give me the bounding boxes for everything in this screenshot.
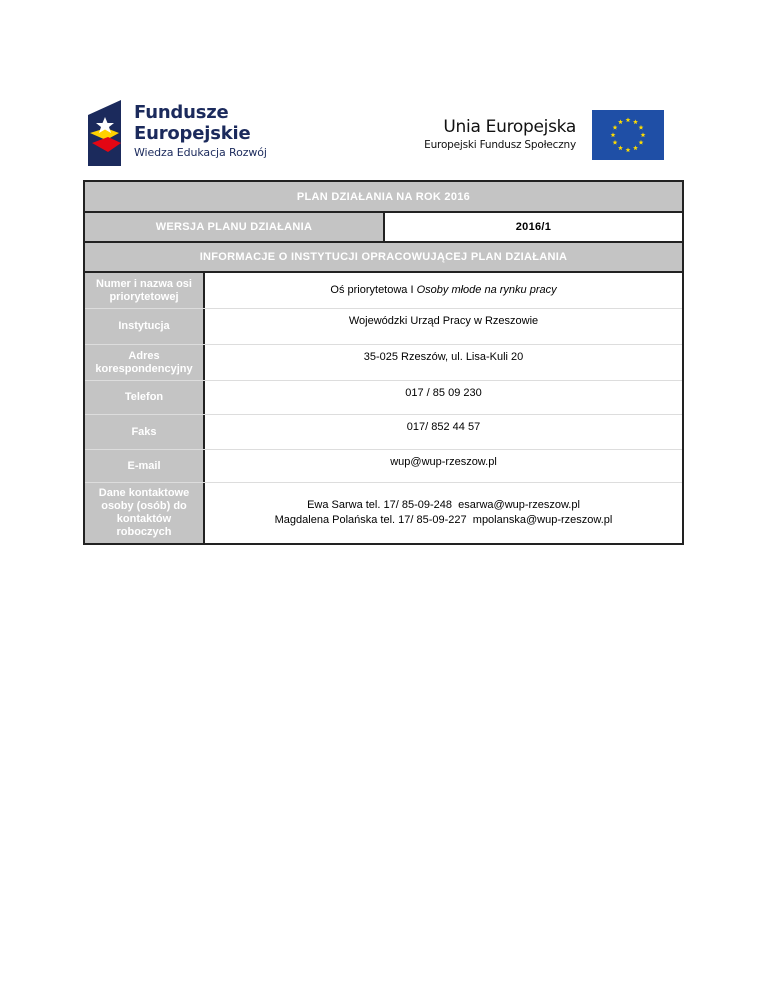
axis-text: Oś priorytetowa I xyxy=(330,284,417,296)
row-label-email: E-mail xyxy=(85,450,205,482)
unia-text xyxy=(424,116,576,152)
version-label: WERSJA PLANU DZIAŁANIA xyxy=(85,213,385,241)
row-label-axis: Numer i nazwa osi priorytetowej xyxy=(85,273,205,308)
fundusze-tagline: Wiedza Edukacja Rozwój xyxy=(134,146,267,159)
table-row xyxy=(85,309,682,345)
fundusze-europejskie-logo xyxy=(88,100,278,166)
table-row xyxy=(85,415,682,450)
fundusze-line2: Europejskie xyxy=(134,123,251,144)
version-value: 2016/1 xyxy=(385,213,682,241)
row-label-phone: Telefon xyxy=(85,381,205,414)
info-header-row xyxy=(85,243,682,273)
row-value-phone: 017 / 85 09 230 xyxy=(205,381,682,414)
table-title: PLAN DZIAŁANIA NA ROK 2016 xyxy=(85,182,682,211)
fundusze-line1: Fundusze xyxy=(134,102,229,123)
axis-italic-text: Osoby młode na rynku pracy xyxy=(416,284,557,296)
table-row xyxy=(85,450,682,483)
fe-star-icon xyxy=(88,100,134,166)
table-row xyxy=(85,483,682,543)
row-value-institution: Wojewódzki Urząd Pracy w Rzeszowie xyxy=(205,309,682,344)
contact-person-2: Magdalena Polańska tel. 17/ 85-09-227 mpolanska@wup-rzeszow.pl xyxy=(274,514,613,526)
row-value-email: wup@wup-rzeszow.pl xyxy=(205,450,682,482)
row-label-address: Adres korespondencyjny xyxy=(85,345,205,380)
unia-europejska-logo xyxy=(424,110,664,160)
eu-flag-icon xyxy=(592,110,664,160)
table-row xyxy=(85,273,682,309)
fundusze-text xyxy=(134,102,267,161)
row-label-institution: Instytucja xyxy=(85,309,205,344)
table-row xyxy=(85,345,682,381)
table-title-row xyxy=(85,182,682,213)
row-value-axis xyxy=(205,273,682,308)
version-row xyxy=(85,213,682,243)
row-label-fax: Faks xyxy=(85,415,205,449)
unia-line2: Europejski Fundusz Społeczny xyxy=(424,139,576,151)
row-value-fax: 017/ 852 44 57 xyxy=(205,415,682,449)
row-label-contacts: Dane kontaktowe osoby (osób) do kontaktów roboczych xyxy=(85,483,205,543)
contact-person-1: Ewa Sarwa tel. 17/ 85-09-248 esarwa@wup-rzeszow.pl xyxy=(307,499,580,511)
info-header: INFORMACJE O INSTYTUCJI OPRACOWUJĄCEJ PLAN DZIAŁANIA xyxy=(85,243,682,271)
plan-table xyxy=(83,180,684,545)
unia-line1: Unia Europejska xyxy=(443,117,576,137)
table-row xyxy=(85,381,682,415)
row-value-address: 35-025 Rzeszów, ul. Lisa-Kuli 20 xyxy=(205,345,682,380)
row-value-contacts xyxy=(205,483,682,543)
